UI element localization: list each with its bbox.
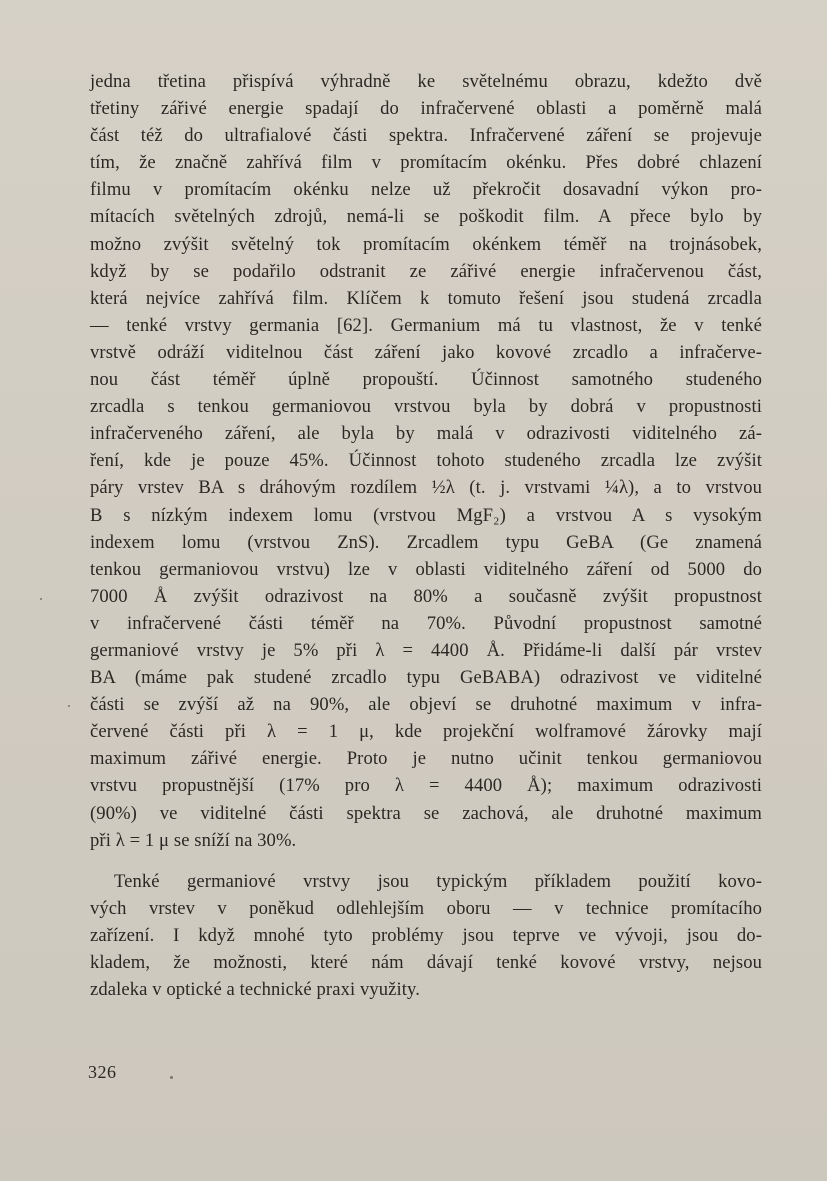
text-line: jedna třetina přispívá výhradně ke světelnému obrazu, kdežto dvě [90, 71, 762, 92]
text-line: mítacích světelných zdrojů, nemá-li se poškodit film. A přece bylo by [90, 206, 762, 228]
text-line: germaniové vrstvy je 5% při λ = 4400 Å. Přidáme-li další pár vrstev [90, 639, 762, 661]
text-line: zařízení. I když mnohé tyto problémy jsou teprve ve vývoji, jsou do- [90, 924, 762, 946]
text-line: B s nízkým indexem lomu (vrstvou MgF₂) a vrstvou A s vysokým [90, 504, 762, 526]
text-line: tenkou germaniovou vrstvu) lze v oblasti viditelného záření od 5000 do [90, 558, 762, 580]
print-speck [170, 1076, 173, 1079]
text-line: zdaleka v optické a technické praxi využity. [90, 979, 420, 1001]
text-line: část též do ultrafialové části spektra. Infračervené záření se projevuje [90, 125, 762, 147]
text-line: když by se podařilo odstranit ze zářivé energie infračervenou část, [90, 260, 762, 282]
text-line: maximum zářivé energie. Proto je nutno učinit tenkou germaniovou [90, 748, 762, 770]
text-line: BA (máme pak studené zrcadlo typu GeBABA) odrazivost ve viditelné [90, 667, 762, 689]
text-line: třetiny zářivé energie spadají do infračervené oblasti a poměrně malá [90, 98, 762, 120]
page-number: 326 [88, 1062, 117, 1082]
text-line: páry vrstev BA s dráhovým rozdílem ½λ (t. j. vrstvami ¼λ), a to vrstvou [90, 477, 762, 499]
text-line: filmu v promítacím okénku nelze už překročit dosavadní výkon pro- [90, 179, 762, 201]
body-text [90, 68, 762, 1003]
text-line: ření, kde je pouze 45%. Účinnost tohoto studeného zrcadla lze zvýšit [90, 450, 762, 472]
text-line: vých vrstev v poněkud odlehlejším oboru — v technice promítacího [90, 897, 762, 919]
text-line: kladem, že možnosti, které nám dávají tenké kovové vrstvy, nejsou [90, 952, 762, 973]
paragraph-2 [90, 868, 762, 1003]
print-speck [68, 705, 70, 707]
print-speck [40, 598, 42, 600]
text-line: tím, že značně zahřívá film v promítacím okénku. Přes dobré chlazení [90, 152, 762, 174]
text-line: Tenké germaniové vrstvy jsou typickým příkladem použití kovo- [114, 870, 762, 892]
text-line: červené části při λ = 1 μ, kde projekční wolframové žárovky mají [90, 721, 762, 743]
text-line: 7000 Å zvýšit odrazivost na 80% a současně zvýšit propustnost [90, 585, 762, 607]
text-line: při λ = 1 μ se sníží na 30%. [90, 829, 297, 851]
text-line: nou část téměř úplně propouští. Účinnost samotného studeného [90, 369, 762, 391]
text-line: indexem lomu (vrstvou ZnS). Zrcadlem typu GeBA (Ge znamená [90, 531, 762, 553]
paragraph-1 [90, 68, 762, 854]
text-line: která nejvíce zahřívá film. Klíčem k tomuto řešení jsou studená zrcadla [90, 287, 762, 309]
paragraph-spacer [90, 854, 762, 868]
text-line: — tenké vrstvy germania [62]. Germanium má tu vlastnost, že v tenké [90, 314, 762, 336]
text-line: vrstvě odráží viditelnou část záření jako kovové zrcadlo a infračerve- [90, 341, 762, 363]
text-line: možno zvýšit světelný tok promítacím okénkem téměř na trojnásobek, [90, 233, 762, 255]
text-line: části se zvýší až na 90%, ale objeví se druhotné maximum v infra- [90, 694, 762, 716]
text-line: v infračervené části téměř na 70%. Původní propustnost samotné [90, 612, 762, 634]
text-line: infračerveného záření, ale byla by malá v odrazivosti viditelného zá- [90, 423, 762, 445]
text-line: (90%) ve viditelné části spektra se zachová, ale druhotné maximum [90, 802, 762, 824]
text-line: vrstvu propustnější (17% pro λ = 4400 Å); maximum odrazivosti [90, 775, 762, 797]
text-line: zrcadla s tenkou germaniovou vrstvou byla by dobrá v propustnosti [90, 396, 762, 418]
